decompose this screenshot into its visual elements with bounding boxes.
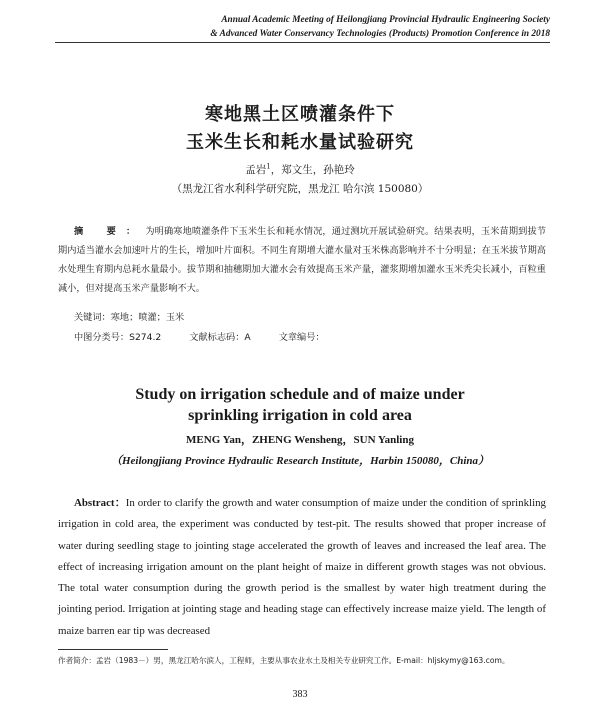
cn-author-first: 孟岩 xyxy=(245,164,267,176)
author-footnote: 作者简介：孟岩（1983－）男，黑龙江哈尔滨人，工程师，主要从事农业水土及相关专业研究工作。E-mail：hljskymy@163.com。 xyxy=(58,656,510,665)
en-affiliation: （Heilongjiang Province Hydraulic Research Institute，Harbin 150080，China） xyxy=(110,455,489,467)
footnote-rule xyxy=(58,649,168,650)
cn-abstract-label: 摘 要： xyxy=(74,226,146,237)
cn-title-line1: 寒地黑土区喷灌条件下 xyxy=(205,104,395,125)
cn-authors xyxy=(0,162,600,177)
en-abstract xyxy=(58,493,546,642)
page-number: 383 xyxy=(292,689,308,700)
header-rule xyxy=(55,42,550,43)
cn-keywords-label: 关键词： xyxy=(74,312,111,323)
running-header-line1: Annual Academic Meeting of Heilongjiang Provincial Hydraulic Engineering Society xyxy=(221,15,550,25)
cn-abstract-text: 为明确寒地喷灌条件下玉米生长和耗水情况，通过测坑开展试验研究。结果表明，玉米苗期到拔节期内适当灌水会加速叶片的生长，增加叶片面积。不同生育期增大灌水量对玉米株高影响并不十分明显；在玉米拔节期高水处理生育期内总耗水量最小。拔节期和抽穗期加大灌水会有效提高玉米产量，灌浆期增加灌水玉米秃尖长减小，百粒重减小，但对提高玉米产量影响不大。 xyxy=(58,226,547,294)
cn-class-value: S274.2 xyxy=(129,332,162,343)
en-authors: MENG Yan，ZHENG Wensheng，SUN Yanling xyxy=(186,434,414,446)
cn-keywords-value: 寒地；喷灌；玉米 xyxy=(110,312,185,323)
cn-author-sup: 1 xyxy=(266,162,271,171)
cn-affiliation: （黑龙江省水利科学研究院，黑龙江 哈尔滨 150080） xyxy=(171,183,429,195)
cn-classification xyxy=(74,329,325,343)
en-title-line1: Study on irrigation schedule and of maize under xyxy=(135,386,465,403)
cn-abstract xyxy=(58,222,546,298)
cn-keywords xyxy=(74,309,184,323)
en-title-line2: sprinkling irrigation in cold area xyxy=(188,407,412,424)
cn-article-no-label: 文章编号： xyxy=(278,332,325,343)
cn-doc-code-value: A xyxy=(244,332,251,343)
cn-author-rest: ，郑文生，孙艳玲 xyxy=(270,164,355,176)
cn-title-line2: 玉米生长和耗水量试验研究 xyxy=(186,132,414,153)
running-header-line2: & Advanced Water Conservancy Technologies (Products) Promotion Conference in 2018 xyxy=(210,29,550,39)
en-abstract-label: Abstract： xyxy=(74,497,126,509)
en-abstract-text: In order to clarify the growth and water consumption of maize under the condition of sprinkling irrigation in cold area, the experiment was conducted by test-pit. The results showed that proper increase of water during seedling stage to jointing stage accelerated the growth of leaves and increased the leaf area. The effect of increasing irrigation amount on the plant height of maize in different growth stages was not obvious. The total water consumption during the growth period is the smallest by water high treatment during the jointing period. Irrigation at jointing stage and heading stage can effectively increase maize yield. The length of maize barren ear tip was decreased xyxy=(58,497,546,637)
cn-class-label: 中图分类号： xyxy=(74,332,130,343)
cn-doc-code-label: 文献标志码： xyxy=(189,332,245,343)
